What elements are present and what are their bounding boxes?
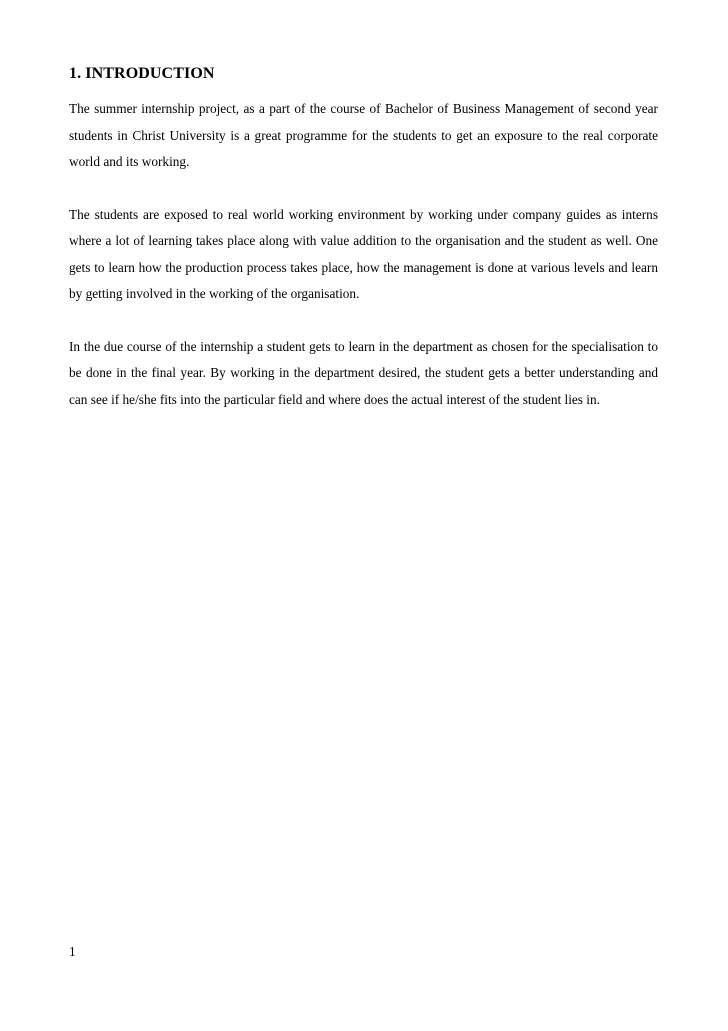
page-number: 1 <box>69 944 76 959</box>
paragraph-1: The summer internship project, as a part of the course of Bachelor of Business Management of second year students in Christ University is a great programme for the students to get an exposure to the real corporate world and its working. <box>69 101 658 169</box>
page-content <box>69 64 658 439</box>
section-heading: 1. INTRODUCTION <box>69 65 215 82</box>
paragraph-2: The students are exposed to real world working environment by working under company guides as interns where a lot of learning takes place along with value addition to the organisation and the student as well. One gets to learn how the production process takes place, how the management is done at various levels and learn by getting involved in the working of the organisation. <box>69 206 658 301</box>
paragraph-3: In the due course of the internship a student gets to learn in the department as chosen for the specialisation to be done in the final year. By working in the department desired, the student gets a better understanding and can see if he/she fits into the particular field and where does the actual interest of the student lies in. <box>69 338 658 407</box>
